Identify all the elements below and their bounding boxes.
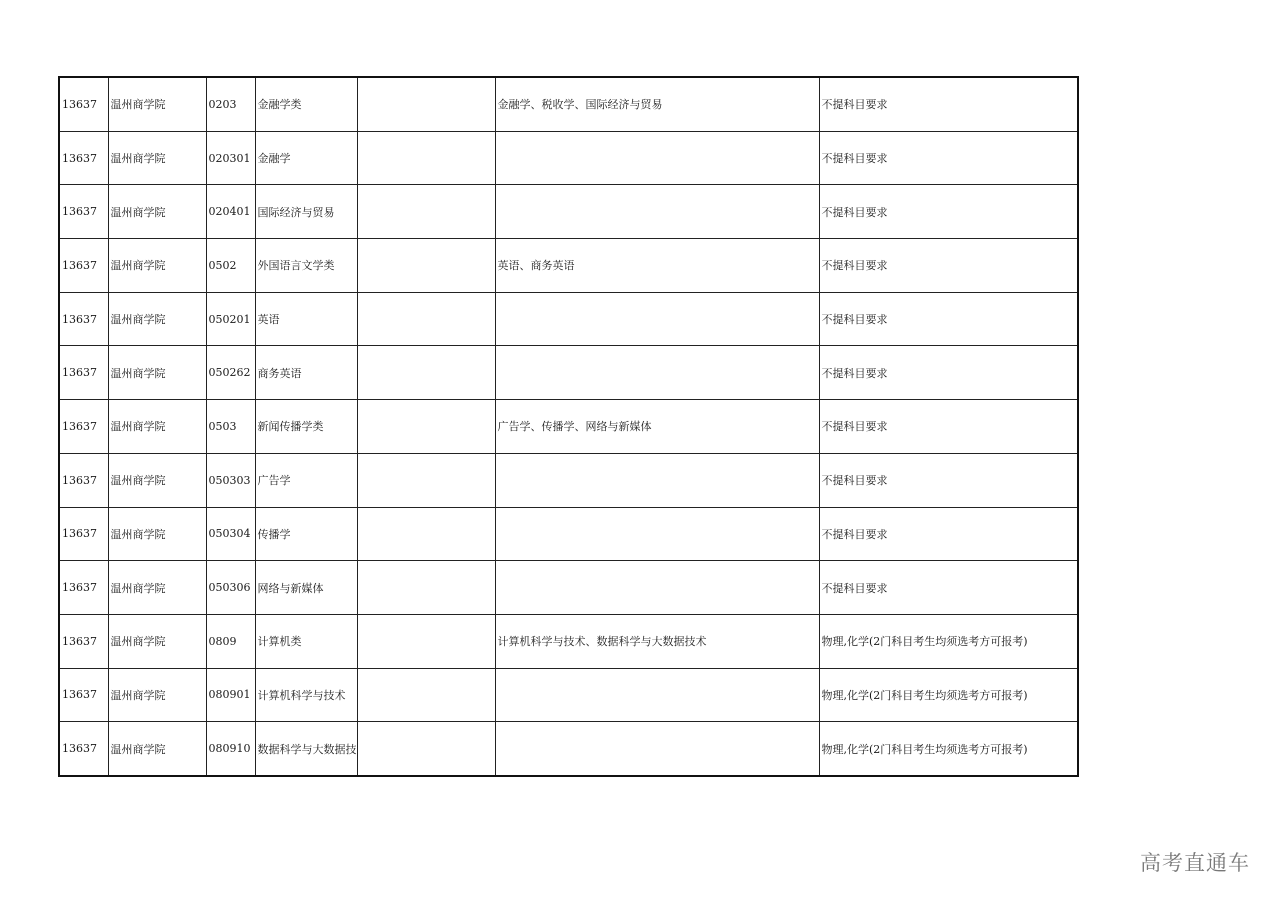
major-code-cell: 0503	[206, 400, 255, 454]
note-cell	[357, 185, 495, 239]
major-name-cell: 计算机类	[255, 614, 357, 668]
note-cell	[357, 722, 495, 776]
major-code-cell: 050201	[206, 292, 255, 346]
subject-requirement-cell: 不提科目要求	[819, 292, 1078, 346]
school-name-cell: 温州商学院	[108, 346, 206, 400]
included-majors-cell: 金融学、税收学、国际经济与贸易	[495, 77, 819, 131]
school-code-cell: 13637	[59, 507, 108, 561]
school-code-cell: 13637	[59, 561, 108, 615]
school-code-cell: 13637	[59, 239, 108, 293]
included-majors-cell	[495, 561, 819, 615]
note-cell	[357, 131, 495, 185]
school-code-cell: 13637	[59, 614, 108, 668]
note-cell	[357, 561, 495, 615]
school-name-cell: 温州商学院	[108, 561, 206, 615]
subject-requirement-cell: 不提科目要求	[819, 239, 1078, 293]
major-name-cell: 网络与新媒体	[255, 561, 357, 615]
major-name-cell: 数据科学与大数据技	[255, 722, 357, 776]
major-code-cell: 050262	[206, 346, 255, 400]
major-code-cell: 050304	[206, 507, 255, 561]
subject-requirement-cell: 不提科目要求	[819, 561, 1078, 615]
school-name-cell: 温州商学院	[108, 453, 206, 507]
table-row	[59, 400, 1078, 454]
watermark-text: 高考直通车	[1140, 851, 1250, 875]
note-cell	[357, 292, 495, 346]
note-cell	[357, 507, 495, 561]
school-name-cell: 温州商学院	[108, 668, 206, 722]
major-code-cell: 080901	[206, 668, 255, 722]
major-code-cell: 0203	[206, 77, 255, 131]
table-row	[59, 614, 1078, 668]
major-code-cell: 0809	[206, 614, 255, 668]
school-name-cell: 温州商学院	[108, 131, 206, 185]
subject-requirement-cell: 不提科目要求	[819, 507, 1078, 561]
subject-requirement-cell: 物理,化学(2门科目考生均须选考方可报考)	[819, 668, 1078, 722]
included-majors-cell: 广告学、传播学、网络与新媒体	[495, 400, 819, 454]
included-majors-cell	[495, 722, 819, 776]
included-majors-cell	[495, 292, 819, 346]
subject-requirement-cell: 不提科目要求	[819, 400, 1078, 454]
school-code-cell: 13637	[59, 400, 108, 454]
subject-requirement-cell: 不提科目要求	[819, 346, 1078, 400]
table-row	[59, 77, 1078, 131]
table-row	[59, 668, 1078, 722]
table-row	[59, 722, 1078, 776]
major-code-cell: 080910	[206, 722, 255, 776]
major-name-cell: 计算机科学与技术	[255, 668, 357, 722]
major-name-cell: 新闻传播学类	[255, 400, 357, 454]
school-name-cell: 温州商学院	[108, 400, 206, 454]
note-cell	[357, 346, 495, 400]
note-cell	[357, 239, 495, 293]
subject-requirement-cell: 物理,化学(2门科目考生均须选考方可报考)	[819, 614, 1078, 668]
school-name-cell: 温州商学院	[108, 292, 206, 346]
included-majors-cell	[495, 346, 819, 400]
note-cell	[357, 453, 495, 507]
subject-requirement-cell: 不提科目要求	[819, 453, 1078, 507]
major-name-cell: 传播学	[255, 507, 357, 561]
included-majors-cell	[495, 507, 819, 561]
major-name-cell: 广告学	[255, 453, 357, 507]
included-majors-cell	[495, 185, 819, 239]
table-body	[59, 77, 1078, 776]
included-majors-cell: 计算机科学与技术、数据科学与大数据技术	[495, 614, 819, 668]
school-code-cell: 13637	[59, 292, 108, 346]
school-name-cell: 温州商学院	[108, 722, 206, 776]
included-majors-cell	[495, 131, 819, 185]
major-name-cell: 金融学类	[255, 77, 357, 131]
school-name-cell: 温州商学院	[108, 614, 206, 668]
school-code-cell: 13637	[59, 346, 108, 400]
table-row	[59, 185, 1078, 239]
school-code-cell: 13637	[59, 185, 108, 239]
note-cell	[357, 77, 495, 131]
major-name-cell: 商务英语	[255, 346, 357, 400]
major-name-cell: 英语	[255, 292, 357, 346]
subject-requirement-cell: 不提科目要求	[819, 131, 1078, 185]
major-code-cell: 050303	[206, 453, 255, 507]
subject-requirement-cell: 不提科目要求	[819, 77, 1078, 131]
major-code-cell: 020401	[206, 185, 255, 239]
note-cell	[357, 668, 495, 722]
school-code-cell: 13637	[59, 77, 108, 131]
school-name-cell: 温州商学院	[108, 507, 206, 561]
school-name-cell: 温州商学院	[108, 185, 206, 239]
table-row	[59, 561, 1078, 615]
included-majors-cell	[495, 453, 819, 507]
table-row	[59, 131, 1078, 185]
major-code-cell: 0502	[206, 239, 255, 293]
included-majors-cell	[495, 668, 819, 722]
major-code-cell: 050306	[206, 561, 255, 615]
school-code-cell: 13637	[59, 131, 108, 185]
school-name-cell: 温州商学院	[108, 239, 206, 293]
school-name-cell: 温州商学院	[108, 77, 206, 131]
major-name-cell: 金融学	[255, 131, 357, 185]
subject-requirement-cell: 不提科目要求	[819, 185, 1078, 239]
table-row	[59, 453, 1078, 507]
table-row	[59, 346, 1078, 400]
subject-requirement-cell: 物理,化学(2门科目考生均须选考方可报考)	[819, 722, 1078, 776]
school-code-cell: 13637	[59, 668, 108, 722]
major-code-cell: 020301	[206, 131, 255, 185]
included-majors-cell: 英语、商务英语	[495, 239, 819, 293]
note-cell	[357, 400, 495, 454]
major-name-cell: 国际经济与贸易	[255, 185, 357, 239]
table-row	[59, 292, 1078, 346]
school-code-cell: 13637	[59, 722, 108, 776]
note-cell	[357, 614, 495, 668]
major-name-cell: 外国语言文学类	[255, 239, 357, 293]
school-code-cell: 13637	[59, 453, 108, 507]
table-row	[59, 507, 1078, 561]
major-requirements-table	[58, 76, 1079, 777]
table-row	[59, 239, 1078, 293]
